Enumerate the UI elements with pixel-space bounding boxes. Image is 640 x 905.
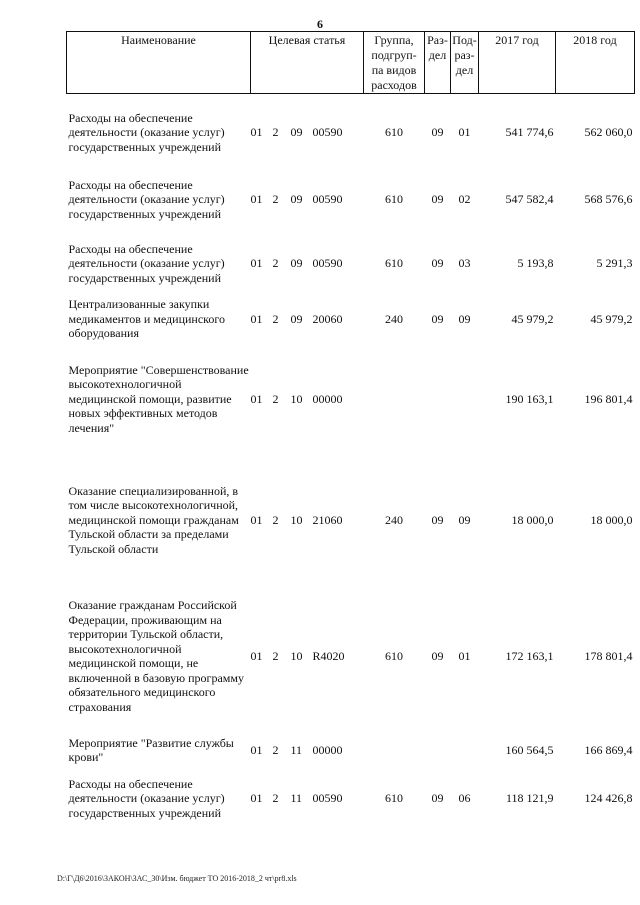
row-name: Мероприятие "Развитие службы крови" xyxy=(68,735,234,764)
row-spacer-cell xyxy=(67,451,635,462)
table-body xyxy=(67,94,635,827)
row-value-2017: 190 163,1 xyxy=(505,391,554,406)
target-code-part: 00590 xyxy=(312,256,343,271)
row-subsection: 03 xyxy=(458,256,471,271)
row-spacer xyxy=(67,451,635,462)
row-section: 09 xyxy=(431,648,444,663)
row-group: 610 xyxy=(385,256,403,271)
budget-table xyxy=(66,31,635,826)
target-code-part: 01 xyxy=(250,192,263,207)
header-group: Группа, подгруп- па видов расходов xyxy=(364,32,425,94)
target-code-part: 2 xyxy=(272,648,279,663)
target-code-part: 00590 xyxy=(312,791,343,806)
row-subsection xyxy=(451,347,479,451)
target-code-part: 10 xyxy=(290,648,303,663)
row-target-code xyxy=(251,347,364,451)
row-target-code xyxy=(251,236,364,291)
table-row xyxy=(67,236,635,291)
row-section xyxy=(425,731,451,769)
row-value-2017: 172 163,1 xyxy=(505,648,554,663)
header-year-2018: 2018 год xyxy=(556,32,635,94)
target-code-part: 20060 xyxy=(312,311,343,326)
target-code-part: 00590 xyxy=(312,192,343,207)
row-subsection: 01 xyxy=(458,648,471,663)
target-code-part: 01 xyxy=(250,256,263,271)
target-code-part: 09 xyxy=(290,125,303,140)
row-value-2017: 541 774,6 xyxy=(505,125,554,140)
table-row xyxy=(67,347,635,451)
row-value-2018: 5 291,3 xyxy=(596,256,633,271)
table-row xyxy=(67,462,635,578)
row-target-code xyxy=(251,771,364,826)
row-subsection: 09 xyxy=(458,512,471,527)
target-code-part: 00000 xyxy=(312,742,343,757)
row-group xyxy=(364,731,425,769)
table-row xyxy=(67,771,635,826)
row-subsection: 09 xyxy=(458,311,471,326)
row-value-2018: 166 869,4 xyxy=(584,742,633,757)
row-value-2018: 18 000,0 xyxy=(590,512,633,527)
target-code-part: 2 xyxy=(272,192,279,207)
header-name: Наименование xyxy=(67,32,251,94)
table-row xyxy=(67,731,635,769)
target-code-part: 00590 xyxy=(312,125,343,140)
row-section: 09 xyxy=(431,256,444,271)
row-group: 240 xyxy=(385,311,403,326)
row-section: 09 xyxy=(431,192,444,207)
row-section xyxy=(425,347,451,451)
target-code-part: 2 xyxy=(272,125,279,140)
row-value-2017: 118 121,9 xyxy=(505,791,554,806)
row-name: Оказание гражданам Российской Федерации, проживающим на территории Тульской области, высокотехнологичной медицинской помощи, не включенной в базовую программу обязательного медицинского страхования xyxy=(68,598,244,714)
row-value-2018: 45 979,2 xyxy=(590,311,633,326)
row-name: Расходы на обеспечение деятельности (оказание услуг) государственных учреждений xyxy=(68,110,225,154)
row-group: 240 xyxy=(385,512,403,527)
table-row xyxy=(67,169,635,230)
header-section: Раз- дел xyxy=(425,32,451,94)
row-spacer xyxy=(67,94,635,103)
row-subsection xyxy=(451,731,479,769)
row-name: Оказание специализированной, в том числе высокотехнологичной, медицинской помощи гражданам Тульской области за пределами Тульской области xyxy=(68,483,239,556)
row-target-code xyxy=(251,169,364,230)
target-code-part: 2 xyxy=(272,256,279,271)
target-code-part: 01 xyxy=(250,311,263,326)
target-code-part: 09 xyxy=(290,311,303,326)
table-row xyxy=(67,102,635,163)
target-code-part: 10 xyxy=(290,391,303,406)
row-group: 610 xyxy=(385,791,403,806)
row-target-code xyxy=(251,731,364,769)
row-name: Расходы на обеспечение деятельности (оказание услуг) государственных учреждений xyxy=(68,776,225,820)
row-value-2017: 5 193,8 xyxy=(517,256,554,271)
target-code-part: 01 xyxy=(250,391,263,406)
row-target-code xyxy=(251,586,364,726)
target-code-part: 01 xyxy=(250,512,263,527)
row-value-2017: 18 000,0 xyxy=(511,512,554,527)
target-code-part: 01 xyxy=(250,125,263,140)
header-year-2017: 2017 год xyxy=(479,32,556,94)
header-subsection: Под- раз- дел xyxy=(451,32,479,94)
row-value-2018: 178 801,4 xyxy=(584,648,633,663)
row-subsection: 06 xyxy=(458,791,471,806)
header-target: Целевая статья xyxy=(251,32,364,94)
row-target-code xyxy=(251,102,364,163)
target-code-part: 01 xyxy=(250,791,263,806)
row-value-2018: 568 576,6 xyxy=(584,192,633,207)
target-code-part: 11 xyxy=(290,742,303,757)
row-section: 09 xyxy=(431,311,444,326)
target-code-part: 09 xyxy=(290,256,303,271)
target-code-part: 00000 xyxy=(312,391,343,406)
table-header xyxy=(67,32,635,94)
row-subsection: 01 xyxy=(458,125,471,140)
row-group: 610 xyxy=(385,192,403,207)
row-spacer-cell xyxy=(67,94,635,103)
target-code-part: 09 xyxy=(290,192,303,207)
target-code-part: 10 xyxy=(290,512,303,527)
row-value-2018: 124 426,8 xyxy=(584,791,633,806)
target-code-part: 2 xyxy=(272,391,279,406)
row-section: 09 xyxy=(431,125,444,140)
file-path-footer: D:\Г\Д6\2016\ЗАКОН\ЗАС_30\Изм. бюджет ТО 2016-2018_2 чт\pr8.xls xyxy=(57,874,297,883)
target-code-part: 11 xyxy=(290,791,303,806)
target-code-part: 01 xyxy=(250,648,263,663)
page-number: 6 xyxy=(317,17,323,31)
row-subsection: 02 xyxy=(458,192,471,207)
row-name: Расходы на обеспечение деятельности (оказание услуг) государственных учреждений xyxy=(68,241,225,285)
row-value-2018: 562 060,0 xyxy=(584,125,633,140)
row-spacer-cell xyxy=(67,578,635,586)
row-name: Централизованные закупки медикаментов и медицинского оборудования xyxy=(68,297,226,341)
row-target-code xyxy=(251,293,364,345)
target-code-part: R4020 xyxy=(312,648,345,663)
row-group: 610 xyxy=(385,648,403,663)
row-section: 09 xyxy=(431,512,444,527)
row-name: Расходы на обеспечение деятельности (оказание услуг) государственных учреждений xyxy=(68,177,225,221)
row-name: Мероприятие "Совершенствование высокотехнологичной медицинской помощи, развитие новых эффективных методов лечения" xyxy=(68,362,249,435)
table-row xyxy=(67,293,635,345)
target-code-part: 2 xyxy=(272,742,279,757)
target-code-part: 2 xyxy=(272,791,279,806)
row-section: 09 xyxy=(431,791,444,806)
row-spacer xyxy=(67,578,635,586)
target-code-part: 01 xyxy=(250,742,263,757)
row-group xyxy=(364,347,425,451)
row-value-2018: 196 801,4 xyxy=(584,391,633,406)
table-row xyxy=(67,586,635,726)
row-group: 610 xyxy=(385,125,403,140)
row-value-2017: 160 564,5 xyxy=(505,742,554,757)
target-code-part: 2 xyxy=(272,311,279,326)
row-value-2017: 547 582,4 xyxy=(505,192,554,207)
row-target-code xyxy=(251,462,364,578)
target-code-part: 21060 xyxy=(312,512,343,527)
row-value-2017: 45 979,2 xyxy=(511,311,554,326)
target-code-part: 2 xyxy=(272,512,279,527)
